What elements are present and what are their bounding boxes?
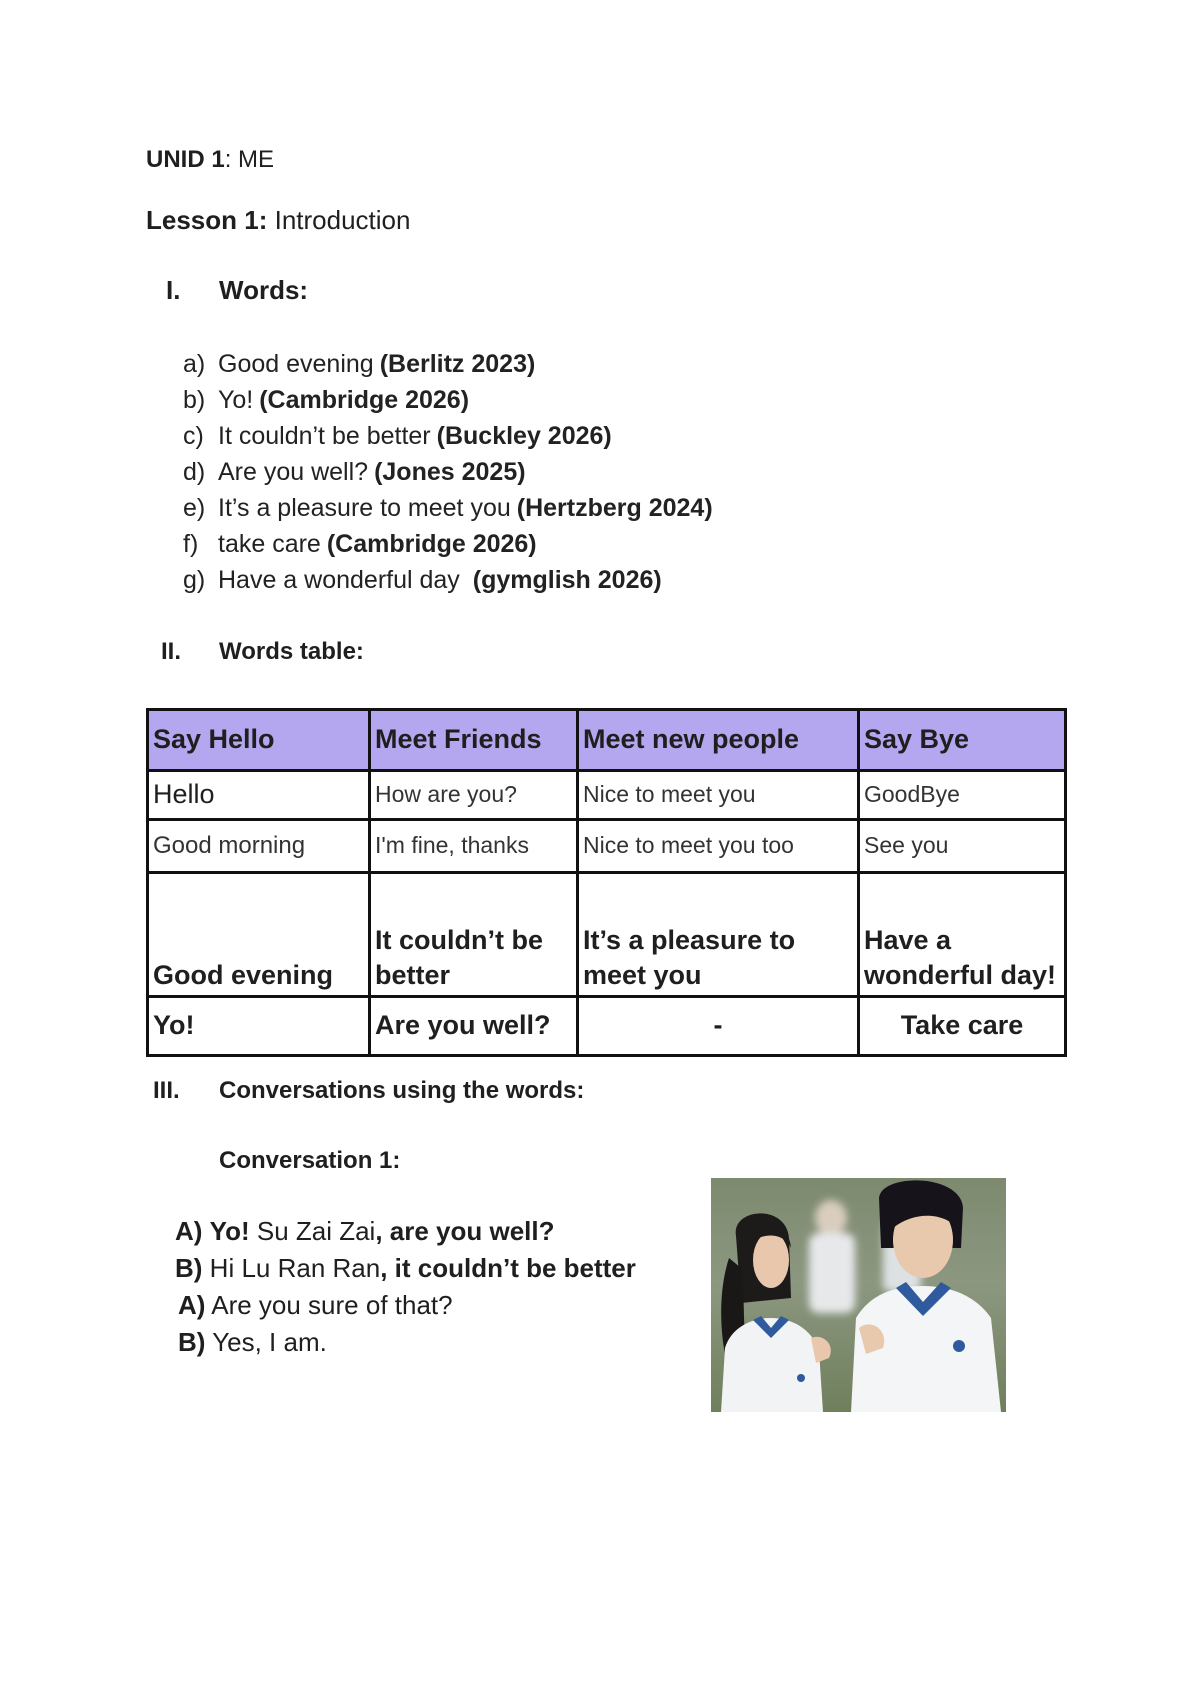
list-letter: d): [183, 458, 206, 486]
list-letter: c): [183, 422, 204, 450]
list-text: take care: [218, 530, 321, 558]
list-citation: (Cambridge 2026): [326, 530, 537, 558]
section-title: Words table:: [219, 638, 364, 665]
list-item: [183, 526, 713, 562]
table-cell: Nice to meet you: [578, 771, 859, 820]
table-cell: It couldn’t be better: [370, 873, 578, 997]
table-header-row: [148, 710, 1066, 771]
table-cell: How are you?: [370, 771, 578, 820]
section-number: III.: [153, 1077, 180, 1104]
table-cell: Good evening: [148, 873, 370, 997]
table-row: [148, 771, 1066, 820]
words-table: [146, 708, 1067, 1057]
list-text: It’s a pleasure to meet you: [218, 494, 511, 522]
list-citation: (Jones 2025): [374, 458, 526, 486]
table-cell: Have a wonderful day!: [859, 873, 1066, 997]
table-row: [148, 820, 1066, 873]
table-cell: Take care: [859, 997, 1066, 1056]
dialog-text: Su Zai Zai: [249, 1216, 376, 1246]
table-header-cell: Meet Friends: [370, 710, 578, 771]
list-item: [183, 454, 713, 490]
table-header-cell: Say Hello: [148, 710, 370, 771]
speaker-label: B): [178, 1327, 206, 1357]
list-letter: g): [183, 566, 206, 594]
list-letter: b): [183, 386, 206, 414]
dialog-line: [175, 1250, 636, 1287]
table-row: [148, 873, 1066, 997]
dialog-line: [175, 1324, 636, 1361]
section-title: Conversations using the words:: [219, 1077, 585, 1104]
dialog-bold: , are you well?: [375, 1216, 555, 1246]
list-letter: a): [183, 350, 206, 378]
dialog-line: [175, 1287, 636, 1324]
section-number: I.: [166, 275, 181, 305]
lesson-heading: [146, 205, 410, 236]
table-cell: Nice to meet you too: [578, 820, 859, 873]
dialog-text: Are you sure of that?: [205, 1290, 453, 1320]
unit-heading: [146, 146, 274, 174]
dialog-bold: Yo!: [209, 1216, 250, 1246]
list-letter: f): [183, 530, 199, 558]
section-title: Words:: [219, 275, 309, 305]
dialog-bold: , it couldn’t be better: [380, 1253, 636, 1283]
list-text: Have a wonderful day: [218, 566, 467, 594]
table-cell: See you: [859, 820, 1066, 873]
list-citation: (Berlitz 2023): [379, 350, 536, 378]
list-citation: (Cambridge 2026): [259, 386, 470, 414]
list-item: [183, 562, 713, 598]
unit-label: UNID 1: [146, 146, 225, 173]
section-conversations-heading: [153, 1077, 584, 1105]
conversation-dialog: [175, 1213, 636, 1361]
table-cell: GoodBye: [859, 771, 1066, 820]
table-cell: -: [578, 997, 859, 1056]
table-cell: I'm fine, thanks: [370, 820, 578, 873]
table-cell: It’s a pleasure to meet you: [578, 873, 859, 997]
speaker-label: A): [178, 1290, 206, 1320]
table-cell: Are you well?: [370, 997, 578, 1056]
list-item: [183, 418, 713, 454]
dialog-text: Yes, I am.: [205, 1327, 327, 1357]
table-row: [148, 997, 1066, 1056]
speaker-label: A): [175, 1216, 203, 1246]
words-list: [183, 346, 713, 598]
list-item: [183, 382, 713, 418]
students-photo: [711, 1178, 1006, 1412]
list-citation: (Buckley 2026): [436, 422, 612, 450]
speaker-label: B): [175, 1253, 203, 1283]
table-cell: Yo!: [148, 997, 370, 1056]
list-citation: (gymglish 2026): [472, 566, 662, 594]
list-item: [183, 346, 713, 382]
unit-rest: : ME: [224, 146, 275, 173]
list-letter: e): [183, 494, 206, 522]
table-cell: Hello: [148, 771, 370, 820]
lesson-label: Lesson 1:: [146, 205, 268, 235]
list-item: [183, 490, 713, 526]
list-text: Are you well?: [218, 458, 369, 486]
list-text: Good evening: [218, 350, 374, 378]
dialog-line: [175, 1213, 636, 1250]
section-table-heading: [161, 638, 364, 666]
table-cell: Good morning: [148, 820, 370, 873]
dialog-text: Hi Lu Ran Ran: [202, 1253, 381, 1283]
list-citation: (Hertzberg 2024): [516, 494, 713, 522]
section-words-heading: [166, 275, 308, 306]
list-text: Yo!: [218, 386, 254, 414]
conversation-title: Conversation 1:: [219, 1147, 401, 1174]
section-number: II.: [161, 638, 182, 665]
list-text: It couldn’t be better: [218, 422, 431, 450]
table-header-cell: Say Bye: [859, 710, 1066, 771]
table-header-cell: Meet new people: [578, 710, 859, 771]
lesson-rest: Introduction: [267, 205, 411, 235]
